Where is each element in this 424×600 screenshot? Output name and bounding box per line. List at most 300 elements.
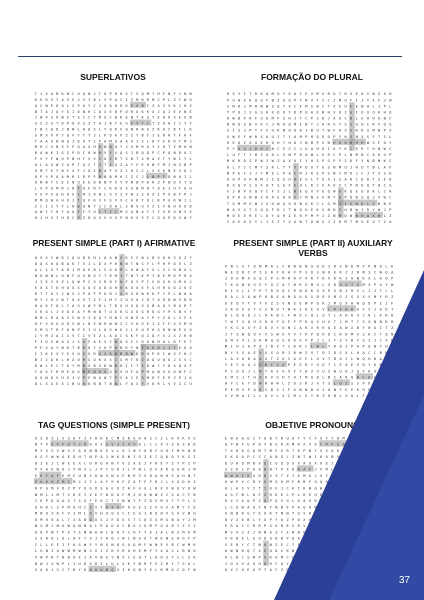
grid-letter: W [187, 549, 191, 554]
grid-letter: B [353, 448, 356, 453]
grid-letter: A [104, 168, 107, 173]
grid-letter: T [176, 499, 180, 504]
grid-letter: X [88, 145, 91, 150]
grid-letter: S [122, 517, 125, 522]
grid-letter: C [40, 204, 43, 209]
grid-letter: Y [56, 346, 59, 351]
grid-letter: D [152, 256, 155, 261]
grid-letter: Y [133, 499, 136, 504]
grid-letter: W [56, 256, 59, 261]
grid-letter: H [350, 301, 354, 306]
grid-letter: F [187, 492, 191, 497]
grid-letter: N [241, 492, 244, 497]
grid-letter: H [184, 292, 187, 297]
grid-letter: V [182, 486, 185, 491]
grid-letter: J [310, 381, 314, 386]
grid-letter: U [266, 153, 269, 158]
grid-letter: F [122, 480, 125, 485]
grid-letter: V [94, 511, 98, 516]
grid-letter: T [316, 276, 319, 281]
grid-letter: B [120, 346, 123, 351]
grid-letter: A [160, 467, 163, 472]
grid-letter: T [243, 153, 246, 158]
grid-letter: A [45, 109, 48, 114]
grid-letter: Q [144, 524, 147, 529]
grid-letter: K [56, 210, 59, 215]
grid-letter: G [331, 499, 334, 504]
grid-letter: G [104, 115, 107, 120]
grid-letter: J [160, 436, 163, 441]
grid-letter: Q [77, 274, 80, 279]
grid-letter: T [280, 473, 284, 478]
grid-letter: X [173, 334, 176, 339]
grid-letter: P [182, 499, 185, 504]
grid-letter: W [45, 151, 48, 156]
grid-letter: G [120, 358, 123, 363]
grid-letter: A [98, 121, 101, 126]
grid-letter: A [104, 139, 107, 144]
grid-letter: M [182, 530, 185, 535]
grid-letter: H [189, 186, 192, 191]
grid-letter: C [168, 268, 171, 273]
grid-letter: G [66, 340, 69, 345]
grid-letter: E [51, 542, 54, 547]
grid-letter: D [376, 549, 379, 554]
grid-letter: N [350, 153, 353, 158]
grid-letter: F [243, 171, 246, 176]
grid-letter: M [120, 268, 123, 273]
grid-letter: W [383, 146, 386, 151]
grid-letter: G [125, 121, 128, 126]
grid-letter: G [162, 280, 165, 285]
grid-letter: O [247, 295, 250, 300]
grid-letter: S [316, 195, 319, 200]
grid-letter: L [162, 382, 165, 386]
grid-letter: F [111, 517, 114, 522]
grid-letter: T [50, 328, 53, 333]
grid-letter: J [294, 116, 297, 121]
grid-letter: Z [275, 473, 278, 478]
grid-letter: L [98, 268, 101, 273]
grid-letter: B [56, 92, 59, 97]
grid-letter: R [293, 276, 296, 281]
grid-letter: X [387, 467, 390, 472]
grid-letter: R [45, 536, 48, 541]
grid-letter: G [88, 358, 91, 363]
grid-letter: S [45, 448, 48, 453]
grid-letter: C [66, 256, 69, 261]
grid-letter: G [45, 370, 48, 375]
grid-letter: V [125, 192, 128, 197]
grid-letter: A [379, 381, 382, 386]
grid-letter: F [189, 133, 192, 138]
grid-letter: B [303, 480, 306, 485]
grid-letter: C [66, 334, 69, 339]
grid-letter: V [230, 394, 233, 398]
grid-letter: F [178, 127, 181, 132]
grid-letter: A [50, 358, 53, 363]
grid-letter: T [282, 165, 286, 170]
grid-letter: E [299, 301, 302, 306]
grid-letter: H [236, 473, 239, 478]
grid-letter: A [176, 492, 180, 497]
grid-letter: F [260, 128, 263, 133]
grid-letter: K [308, 505, 312, 510]
grid-letter: N [348, 561, 351, 566]
grid-letter: B [254, 195, 258, 200]
grid-letter: L [226, 153, 230, 158]
grid-letter: L [247, 492, 250, 497]
grid-letter: N [168, 328, 171, 333]
grid-letter: R [299, 344, 302, 349]
grid-letter: H [370, 524, 373, 529]
grid-letter: W [232, 122, 235, 127]
grid-letter: C [157, 151, 160, 156]
grid-letter: O [322, 313, 325, 318]
grid-letter: W [62, 448, 65, 453]
grid-letter: E [389, 201, 392, 206]
grid-letter: R [157, 198, 160, 203]
grid-letter: Z [276, 356, 279, 361]
grid-letter: T [62, 492, 65, 497]
grid-letter: Z [34, 480, 37, 485]
grid-letter: K [114, 186, 117, 191]
grid-letter: B [269, 436, 272, 441]
grid-letter: Q [116, 542, 119, 547]
grid-letter: J [109, 162, 112, 167]
grid-letter: E [305, 92, 308, 97]
grid-letter: Q [264, 536, 267, 541]
grid-letter: U [176, 480, 180, 485]
grid-letter: N [355, 220, 358, 224]
grid-letter: H [146, 180, 149, 185]
grid-letter: A [305, 153, 308, 158]
grid-letter: M [138, 542, 141, 547]
grid-letter: W [104, 376, 107, 381]
grid-letter: L [282, 313, 285, 318]
grid-letter: Q [162, 109, 165, 114]
grid-letter: D [253, 381, 256, 386]
grid-letter: Y [157, 210, 160, 215]
grid-letter: V [155, 499, 158, 504]
grid-letter: F [66, 115, 69, 120]
grid-letter: N [316, 220, 319, 224]
grid-letter: W [242, 282, 245, 287]
grid-letter: W [286, 511, 289, 516]
grid-letter: B [72, 157, 75, 162]
grid-letter: X [325, 511, 328, 516]
grid-letter: M [40, 328, 43, 333]
grid-letter: Q [277, 177, 280, 182]
grid-letter: P [243, 116, 246, 121]
grid-letter: A [120, 139, 123, 144]
grid-letter: V [88, 334, 91, 339]
grid-letter: N [66, 274, 69, 279]
grid-letter: O [270, 338, 273, 343]
grid-letter: X [109, 358, 112, 363]
grid-letter: P [109, 97, 112, 102]
grid-letter: G [146, 115, 149, 120]
grid-letter: Q [391, 350, 394, 355]
grid-letter: O [82, 268, 85, 273]
grid-letter: W [51, 455, 54, 460]
grid-letter: E [236, 436, 239, 441]
grid-letter: B [297, 530, 300, 535]
grid-letter: O [168, 358, 171, 363]
grid-letter: G [178, 256, 181, 261]
grid-letter: J [224, 276, 228, 281]
grid-letter: T [247, 301, 250, 306]
grid-letter: N [361, 153, 364, 158]
grid-letter: Q [366, 195, 370, 200]
grid-letter: J [316, 201, 319, 206]
grid-letter: A [40, 139, 43, 144]
grid-letter: R [288, 195, 291, 200]
grid-letter: K [66, 364, 69, 369]
grid-letter: T [372, 183, 375, 188]
grid-letter: A [141, 316, 144, 321]
grid-letter: V [93, 157, 96, 162]
grid-letter: R [287, 276, 291, 281]
grid-letter: Y [56, 292, 59, 297]
grid-letter: Y [249, 153, 252, 158]
grid-letter: K [361, 183, 364, 188]
grid-letter: M [342, 524, 345, 529]
grid-letter: I [82, 115, 85, 120]
grid-letter: M [73, 549, 76, 554]
grid-letter: R [122, 549, 125, 554]
grid-letter: A [61, 174, 64, 179]
grid-letter: R [361, 128, 364, 133]
grid-letter: T [381, 480, 384, 485]
grid-letter: X [166, 505, 169, 510]
grid-letter: Y [288, 134, 291, 139]
grid-letter: T [385, 326, 388, 331]
grid-letter: R [325, 480, 328, 485]
grid-letter: V [356, 332, 359, 337]
grid-letter: O [109, 286, 112, 291]
grid-letter: N [293, 313, 296, 318]
grid-letter: W [40, 555, 43, 560]
grid-letter: E [136, 316, 139, 321]
grid-letter: T [292, 511, 295, 516]
grid-letter: G [89, 486, 92, 491]
grid-letter: G [184, 328, 187, 333]
grid-letter: G [288, 146, 291, 151]
grid-letter: U [316, 356, 319, 361]
grid-letter: A [353, 530, 356, 535]
grid-letter: G [280, 455, 284, 460]
grid-letter: T [252, 549, 256, 554]
grid-letter: L [34, 549, 37, 554]
grid-letter: I [166, 442, 169, 447]
grid-letter: D [104, 364, 107, 369]
grid-letter: W [114, 322, 117, 327]
grid-letter: D [350, 264, 354, 269]
grid-letter: U [189, 382, 192, 386]
grid-letter: K [189, 376, 192, 381]
grid-letter: X [372, 213, 375, 218]
grid-letter: X [310, 165, 314, 170]
grid-letter: O [93, 192, 96, 197]
grid-letter: L [260, 220, 263, 224]
grid-letter: O [282, 98, 286, 103]
grid-letter: Q [305, 201, 308, 206]
grid-letter: P [389, 153, 392, 158]
grid-letter: U [66, 198, 69, 203]
grid-letter: W [254, 201, 258, 206]
grid-letter: O [173, 210, 176, 215]
corner-decoration-inner [329, 395, 424, 600]
grid-letter: Z [130, 97, 133, 102]
grid-letter: F [88, 198, 91, 203]
grid-letter: R [336, 467, 340, 472]
grid-letter: M [160, 517, 163, 522]
grid-letter: E [350, 104, 353, 109]
grid-letter: B [293, 282, 296, 287]
grid-letter: F [276, 270, 279, 275]
grid-letter: W [56, 455, 59, 460]
grid-letter: X [77, 121, 80, 126]
grid-letter: K [226, 165, 230, 170]
grid-letter: M [226, 159, 230, 164]
grid-letter: P [253, 270, 256, 275]
grid-letter: O [338, 110, 342, 115]
grid-letter: S [120, 256, 123, 261]
grid-letter: M [146, 376, 149, 381]
grid-letter: N [34, 316, 37, 321]
grid-letter: R [297, 448, 300, 453]
grid-letter: E [184, 115, 187, 120]
grid-letter: R [56, 370, 59, 375]
grid-letter: H [82, 127, 85, 132]
grid-letter: P [109, 346, 112, 351]
grid-letter: P [368, 264, 371, 269]
grid-letter: Y [166, 461, 169, 466]
grid-letter: G [116, 473, 119, 478]
grid-letter: Q [141, 151, 144, 156]
grid-letter: K [378, 110, 381, 115]
grid-letter: J [138, 524, 141, 529]
grid-letter: B [276, 313, 279, 318]
grid-letter: E [189, 286, 192, 291]
grid-letter: S [141, 262, 144, 267]
grid-letter: S [114, 216, 117, 220]
grid-letter: R [230, 536, 233, 541]
grid-letter: N [34, 274, 37, 279]
grid-letter: Z [144, 505, 147, 510]
grid-letter: R [387, 486, 390, 491]
grid-letter: T [149, 536, 152, 541]
grid-letter: M [178, 280, 181, 285]
grid-letter: C [383, 189, 386, 194]
grid-letter: P [62, 561, 65, 566]
grid-letter: B [293, 350, 296, 355]
grid-letter: U [146, 198, 149, 203]
grid-letter: I [230, 288, 233, 293]
grid-letter: N [269, 542, 272, 547]
grid-letter: N [259, 369, 262, 374]
grid-letter: O [305, 288, 308, 293]
grid-letter: W [230, 436, 233, 441]
grid-letter: Y [356, 338, 359, 343]
grid-letter: S [282, 394, 285, 398]
grid-letter: S [77, 340, 80, 345]
grid-letter: J [116, 442, 119, 447]
grid-letter: Q [93, 216, 96, 220]
grid-letter: E [339, 363, 342, 368]
grid-letter: M [381, 561, 384, 566]
grid-letter: A [138, 442, 141, 447]
grid-letter: V [320, 467, 323, 472]
grid-letter: T [310, 122, 314, 127]
grid-letter: V [264, 301, 268, 306]
grid-letter: O [162, 304, 165, 309]
grid-letter: K [286, 549, 289, 554]
grid-letter: Q [104, 328, 107, 333]
grid-letter: T [73, 442, 76, 447]
grid-letter: N [230, 264, 233, 269]
grid-letter: L [56, 436, 59, 441]
grid-letter: A [241, 455, 244, 460]
grid-letter: W [370, 442, 373, 447]
grid-letter: V [125, 340, 128, 345]
grid-letter: Y [379, 295, 382, 300]
grid-letter: W [149, 542, 152, 547]
grid-letter: F [125, 382, 128, 386]
grid-letter: E [141, 286, 144, 291]
grid-letter: E [277, 195, 280, 200]
grid-letter: O [348, 511, 351, 516]
grid-letter: X [173, 115, 176, 120]
grid-letter: E [288, 92, 291, 97]
grid-letter: A [34, 268, 37, 273]
grid-letter: R [114, 370, 117, 375]
grid-letter: Z [391, 295, 394, 300]
grid-letter: X [173, 364, 176, 369]
grid-letter: V [45, 322, 48, 327]
grid-letter: N [242, 332, 245, 337]
grid-letter: F [146, 216, 149, 220]
grid-letter: W [104, 145, 107, 150]
grid-letter: P [333, 159, 336, 164]
grid-letter: U [344, 98, 347, 103]
grid-letter: Y [93, 346, 96, 351]
grid-letter: D [368, 381, 371, 386]
grid-letter: Q [72, 280, 75, 285]
grid-letter: D [247, 356, 250, 361]
grid-letter: Q [339, 381, 342, 386]
grid-letter: U [77, 256, 80, 261]
grid-letter: E [67, 461, 70, 466]
grid-letter: T [141, 346, 144, 351]
grid-letter: R [385, 295, 388, 300]
grid-letter: E [73, 473, 76, 478]
grid-letter: A [303, 499, 306, 504]
grid-letter: R [280, 436, 284, 441]
grid-letter: E [276, 369, 279, 374]
grid-letter: D [266, 116, 269, 121]
grid-letter: U [316, 307, 319, 312]
grid-letter: S [247, 555, 250, 560]
grid-letter: A [72, 304, 75, 309]
grid-letter: C [127, 530, 130, 535]
grid-letter: W [98, 180, 101, 185]
grid-letter: Y [162, 364, 165, 369]
grid-letter: K [34, 97, 37, 102]
grid-letter: U [264, 499, 267, 504]
grid-letter: E [381, 473, 384, 478]
